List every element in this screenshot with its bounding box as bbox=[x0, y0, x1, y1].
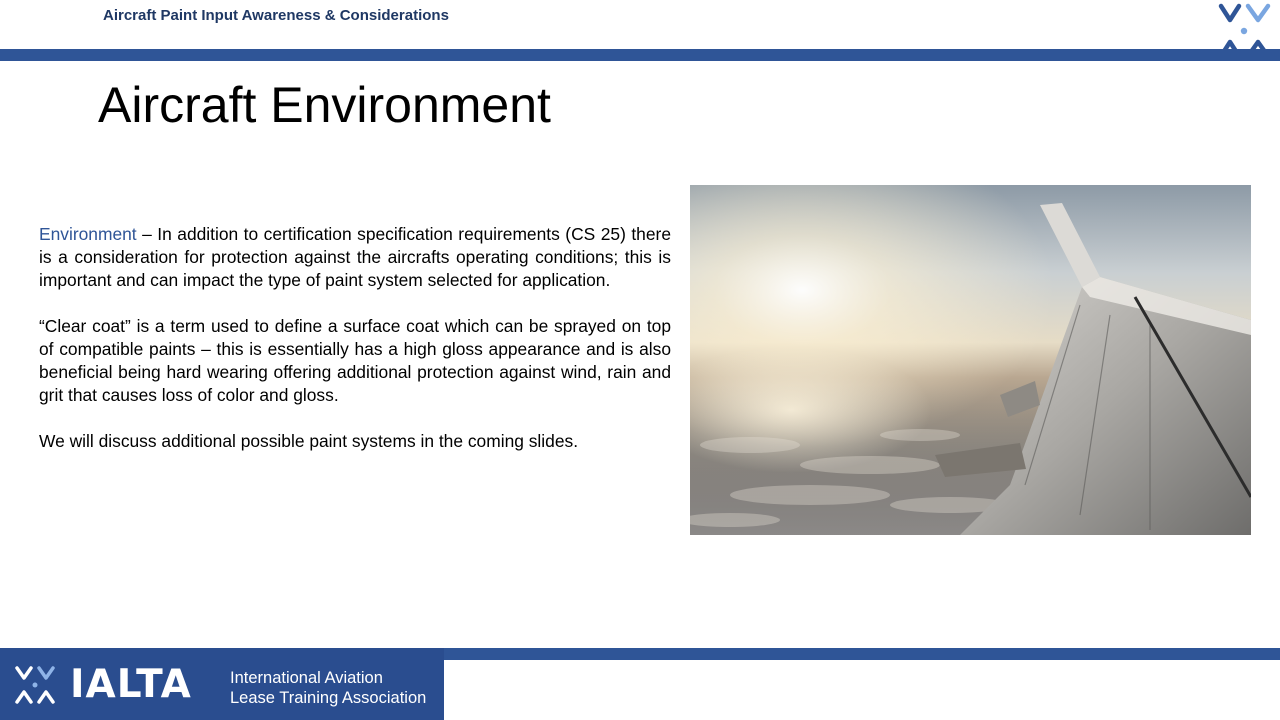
page-title: Aircraft Environment bbox=[98, 77, 551, 133]
paragraph-environment bbox=[39, 223, 671, 292]
footer-brand bbox=[0, 648, 444, 720]
footer-wordmark: IALTA bbox=[70, 662, 192, 707]
environment-term: Environment bbox=[39, 224, 137, 244]
paragraph-closing: We will discuss additional possible paint systems in the coming slides. bbox=[39, 431, 579, 451]
header-divider-bar bbox=[0, 49, 1280, 61]
footer-org-line1: International Aviation bbox=[230, 669, 383, 687]
paragraph-clear-coat: “Clear coat” is a term used to define a surface coat which can be sprayed on top of compatible paints – this is essentially has a high gloss appearance and is also beneficial being hard wearing offering additional protection against wind, rain and grit that causes loss of color and gloss. bbox=[39, 316, 671, 405]
footer-divider-bar bbox=[444, 648, 1280, 660]
ialta-footer-mark-icon bbox=[14, 665, 58, 705]
footer-org-name bbox=[230, 668, 426, 708]
aircraft-wing-photo bbox=[690, 185, 1251, 535]
header-title: Aircraft Paint Input Awareness & Considerations bbox=[103, 7, 449, 24]
slide-body bbox=[39, 223, 671, 476]
environment-text: – In addition to certification specification requirements (CS 25) there is a consideration for protection against the aircrafts operating conditions; this is important and can impact the type of paint system selected for application. bbox=[39, 224, 671, 290]
footer-org-line2: Lease Training Association bbox=[230, 689, 427, 707]
